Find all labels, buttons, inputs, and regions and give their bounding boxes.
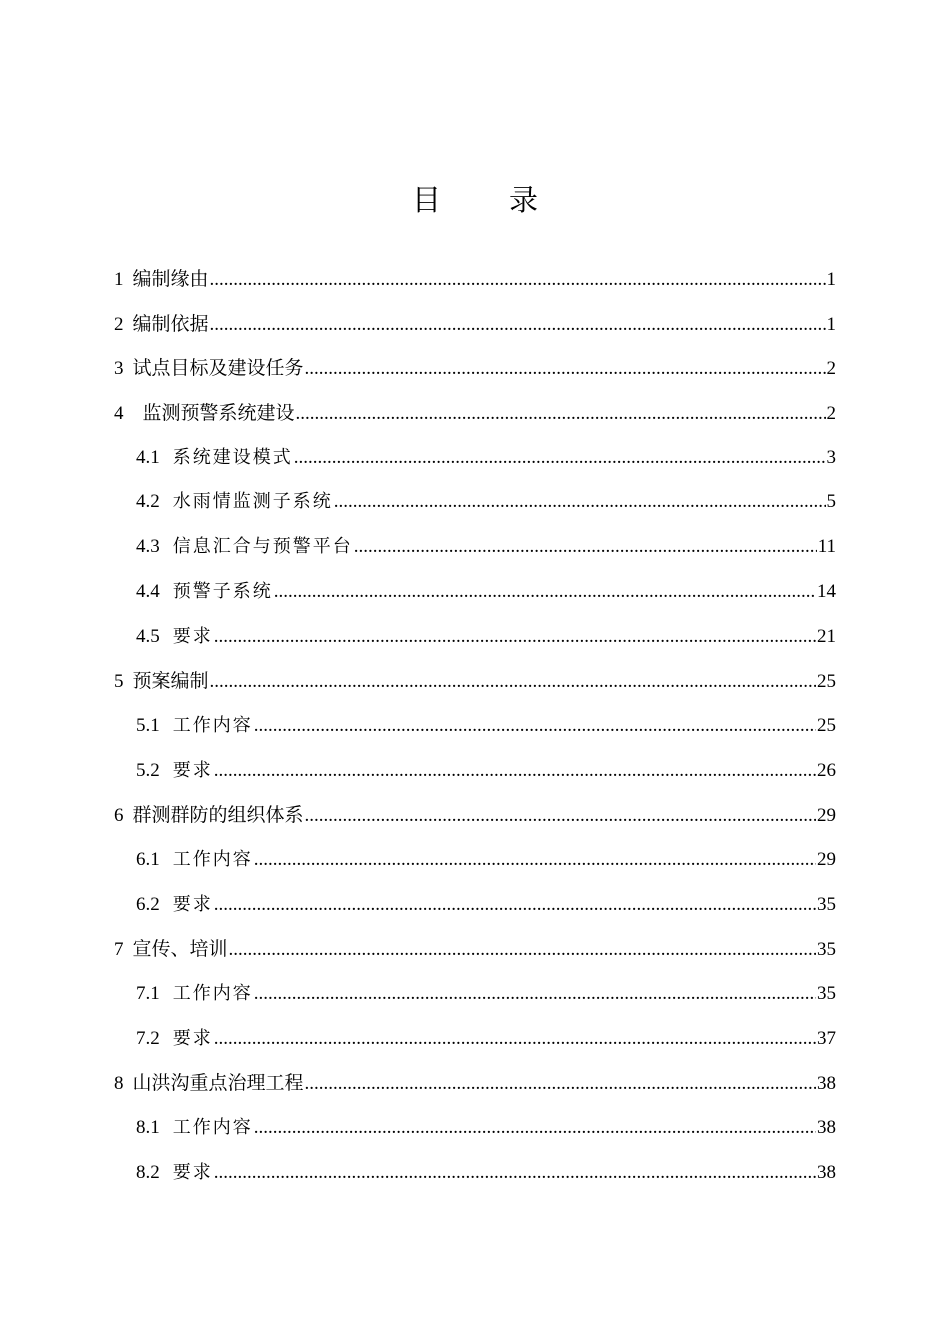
dot-leader [214,749,816,794]
dot-leader [214,615,816,660]
toc-entry-number: 4.5 [136,625,160,647]
toc-entry[interactable] [114,615,836,660]
toc-entry[interactable] [114,480,836,525]
dot-leader [210,303,826,348]
toc-entry-label: 山洪沟重点治理工程 [132,1072,304,1095]
toc-entry-label: 水雨情监测子系统 [172,491,333,513]
toc-entry-page: 29 [817,848,836,870]
toc-entry-label: 预警子系统 [172,580,273,602]
table-of-contents [114,257,836,1195]
toc-entry-label: 预案编制 [132,670,209,693]
toc-entry-label: 要求 [172,893,213,915]
dot-leader [274,570,816,615]
toc-entry[interactable] [114,883,836,928]
dot-leader [296,392,826,437]
dot-leader [354,525,817,570]
toc-entry[interactable] [114,257,836,302]
toc-entry[interactable] [114,838,836,883]
toc-entry-page: 38 [817,1161,836,1183]
toc-entry-number: 7 [114,939,124,961]
dot-leader [334,480,826,525]
toc-entry-page: 21 [817,625,836,647]
toc-entry-number: 1 [114,269,124,290]
toc-entry[interactable] [114,972,836,1017]
toc-entry-label: 要求 [172,1027,213,1049]
toc-entry-label: 工作内容 [172,983,253,1004]
toc-entry-page: 35 [817,893,836,915]
toc-entry[interactable] [114,525,836,570]
toc-entry-number: 2 [114,313,124,335]
toc-entry-number: 6 [114,805,124,827]
toc-entry-label: 要求 [172,625,213,647]
toc-entry[interactable] [114,391,836,436]
toc-entry-label: 系统建设模式 [172,446,293,468]
toc-entry-number: 4.2 [136,491,160,513]
toc-entry[interactable] [114,346,836,391]
toc-entry[interactable] [114,302,836,347]
toc-entry-page: 37 [817,1027,836,1049]
toc-entry-page: 11 [817,536,836,558]
toc-entry-number: 8 [114,1073,124,1095]
dot-leader [305,347,826,392]
toc-entry-page: 14 [817,580,836,602]
toc-entry-label: 工作内容 [172,714,253,736]
toc-entry-number: 5 [114,671,124,693]
toc-entry-label: 要求 [172,759,213,781]
toc-entry-number: 5.1 [136,714,160,736]
toc-entry-number: 8.1 [136,1117,160,1139]
toc-entry[interactable] [114,1017,836,1062]
toc-entry-number: 4.3 [136,536,160,558]
toc-entry-page: 25 [817,714,836,736]
toc-entry-number: 6.2 [136,893,160,915]
dot-leader [214,1151,816,1196]
toc-entry-number: 7.2 [136,1027,160,1049]
toc-entry-label: 编制缘由 [132,268,209,290]
toc-entry-label: 试点目标及建设任务 [132,357,304,380]
dot-leader [294,436,826,481]
toc-entry[interactable] [114,659,836,704]
toc-entry-page: 2 [826,358,836,380]
toc-entry-number: 8.2 [136,1161,160,1183]
toc-entry-label: 要求 [172,1161,213,1183]
toc-entry-label: 工作内容 [172,1117,253,1139]
toc-entry-page: 35 [817,939,836,961]
toc-entry[interactable] [114,1106,836,1151]
dot-leader [214,1017,816,1062]
toc-entry[interactable] [114,1061,836,1106]
toc-entry-page: 35 [817,983,836,1004]
toc-entry-number: 7.1 [136,983,160,1004]
toc-entry-page: 38 [817,1117,836,1139]
toc-entry[interactable] [114,704,836,749]
dot-leader [254,972,816,1017]
dot-leader [254,838,816,883]
toc-entry-page: 29 [817,805,836,827]
toc-entry-number: 4.4 [136,580,160,602]
dot-leader [254,1106,816,1151]
toc-entry-label: 宣传、培训 [132,938,228,961]
toc-entry[interactable] [114,570,836,615]
toc-entry-page: 1 [826,313,836,335]
dot-leader [210,258,826,303]
dot-leader [214,883,816,928]
toc-entry-page: 38 [817,1073,836,1095]
toc-entry-label: 工作内容 [172,848,253,870]
toc-entry-page: 26 [817,759,836,781]
toc-entry-page: 2 [826,403,836,425]
toc-entry[interactable] [114,927,836,972]
toc-entry[interactable] [114,749,836,794]
dot-leader [305,794,816,839]
dot-leader [210,660,816,705]
toc-entry[interactable] [114,1151,836,1196]
toc-entry-number: 4.1 [136,446,160,468]
dot-leader [254,704,816,749]
toc-entry[interactable] [114,793,836,838]
toc-entry-label: 编制依据 [132,312,209,335]
toc-entry-label: 信息汇合与预警平台 [172,536,353,558]
dot-leader [305,1062,816,1107]
toc-entry-page: 25 [817,671,836,693]
dot-leader [229,928,816,973]
toc-entry-page: 5 [826,491,836,513]
toc-entry-number: 3 [114,358,124,380]
toc-entry-page: 3 [826,446,836,468]
toc-entry-label: 监测预警系统建设 [142,402,295,425]
toc-title: 目录 [411,183,606,217]
toc-entry-label: 群测群防的组织体系 [132,804,304,827]
toc-entry-number: 5.2 [136,759,160,781]
toc-entry[interactable] [114,436,836,481]
toc-entry-page: 1 [826,269,836,290]
toc-entry-number: 6.1 [136,848,160,870]
toc-entry-number: 4 [114,403,124,425]
